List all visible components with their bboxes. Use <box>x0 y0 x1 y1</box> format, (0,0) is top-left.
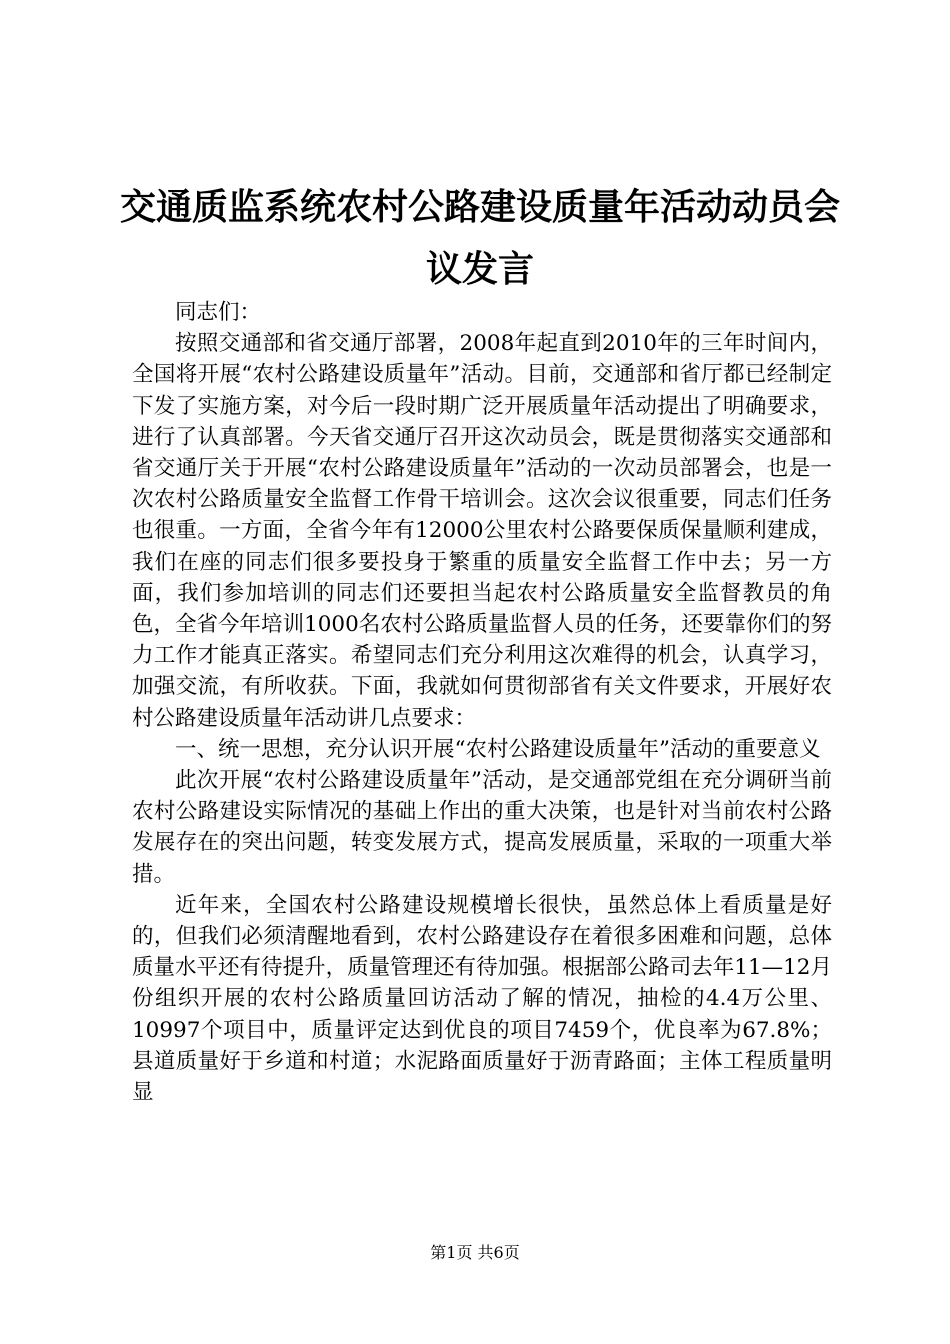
document-body <box>132 297 832 1108</box>
salutation-paragraph: 同志们： <box>175 300 262 325</box>
page-footer: 第1页 共6页 <box>430 1243 520 1262</box>
section-heading: 一、统一思想，充分认识开展“农村公路建设质量年”活动的重要意义 <box>175 736 821 762</box>
document-title: 交通质监系统农村公路建设质量年活动动员会议发言 <box>119 186 840 290</box>
body-paragraph: 按照交通部和省交通厅部署，2008年起直到2010年的三年时间内，全国将开展“农村公路建设质量年”活动。目前，交通部和省厅都已经制定下发了实施方案，对今后一段时期广泛开展质量年活动提出了明确要求，进行了认真部署。今天省交通厅召开这次动员会，既是贯彻落实交通部和省交通厅关于开展“农村公路建设质量年”活动的一次动员部署会，也是一次农村公路质量安全监督工作骨干培训会。这次会议很重要，同志们任务也很重。一方面，全省今年有12000公里农村公路要保质保量顺利建成，我们在座的同志们很多要投身于繁重的质量安全监督工作中去；另一方面，我们参加培训的同志们还要担当起农村公路质量安全监督教员的角色，全省今年培训1000名农村公路质量监督人员的任务，还要靠你们的努力工作才能真正落实。希望同志们充分利用这次难得的机会，认真学习，加强交流，有所收获。下面，我就如何贯彻部省有关文件要求，开展好农村公路建设质量年活动讲几点要求： <box>132 331 832 731</box>
body-paragraph: 近年来，全国农村公路建设规模增长很快，虽然总体上看质量是好的，但我们必须清醒地看到，农村公路建设存在着很多困难和问题，总体质量水平还有待提升，质量管理还有待加强。根据部公路司去年11—12月份组织开展的农村公路质量回访活动了解的情况，抽检的4.4万公里、10997个项目中，质量评定达到优良的项目7459个，优良率为67.8%；县道质量好于乡道和村道；水泥路面质量好于沥青路面；主体工程质量明显 <box>132 892 832 1106</box>
body-paragraph: 此次开展“农村公路建设质量年”活动，是交通部党组在充分调研当前农村公路建设实际情况的基础上作出的重大决策，也是针对当前农村公路发展存在的突出问题，转变发展方式，提高发展质量，采取的一项重大举措。 <box>132 768 832 887</box>
